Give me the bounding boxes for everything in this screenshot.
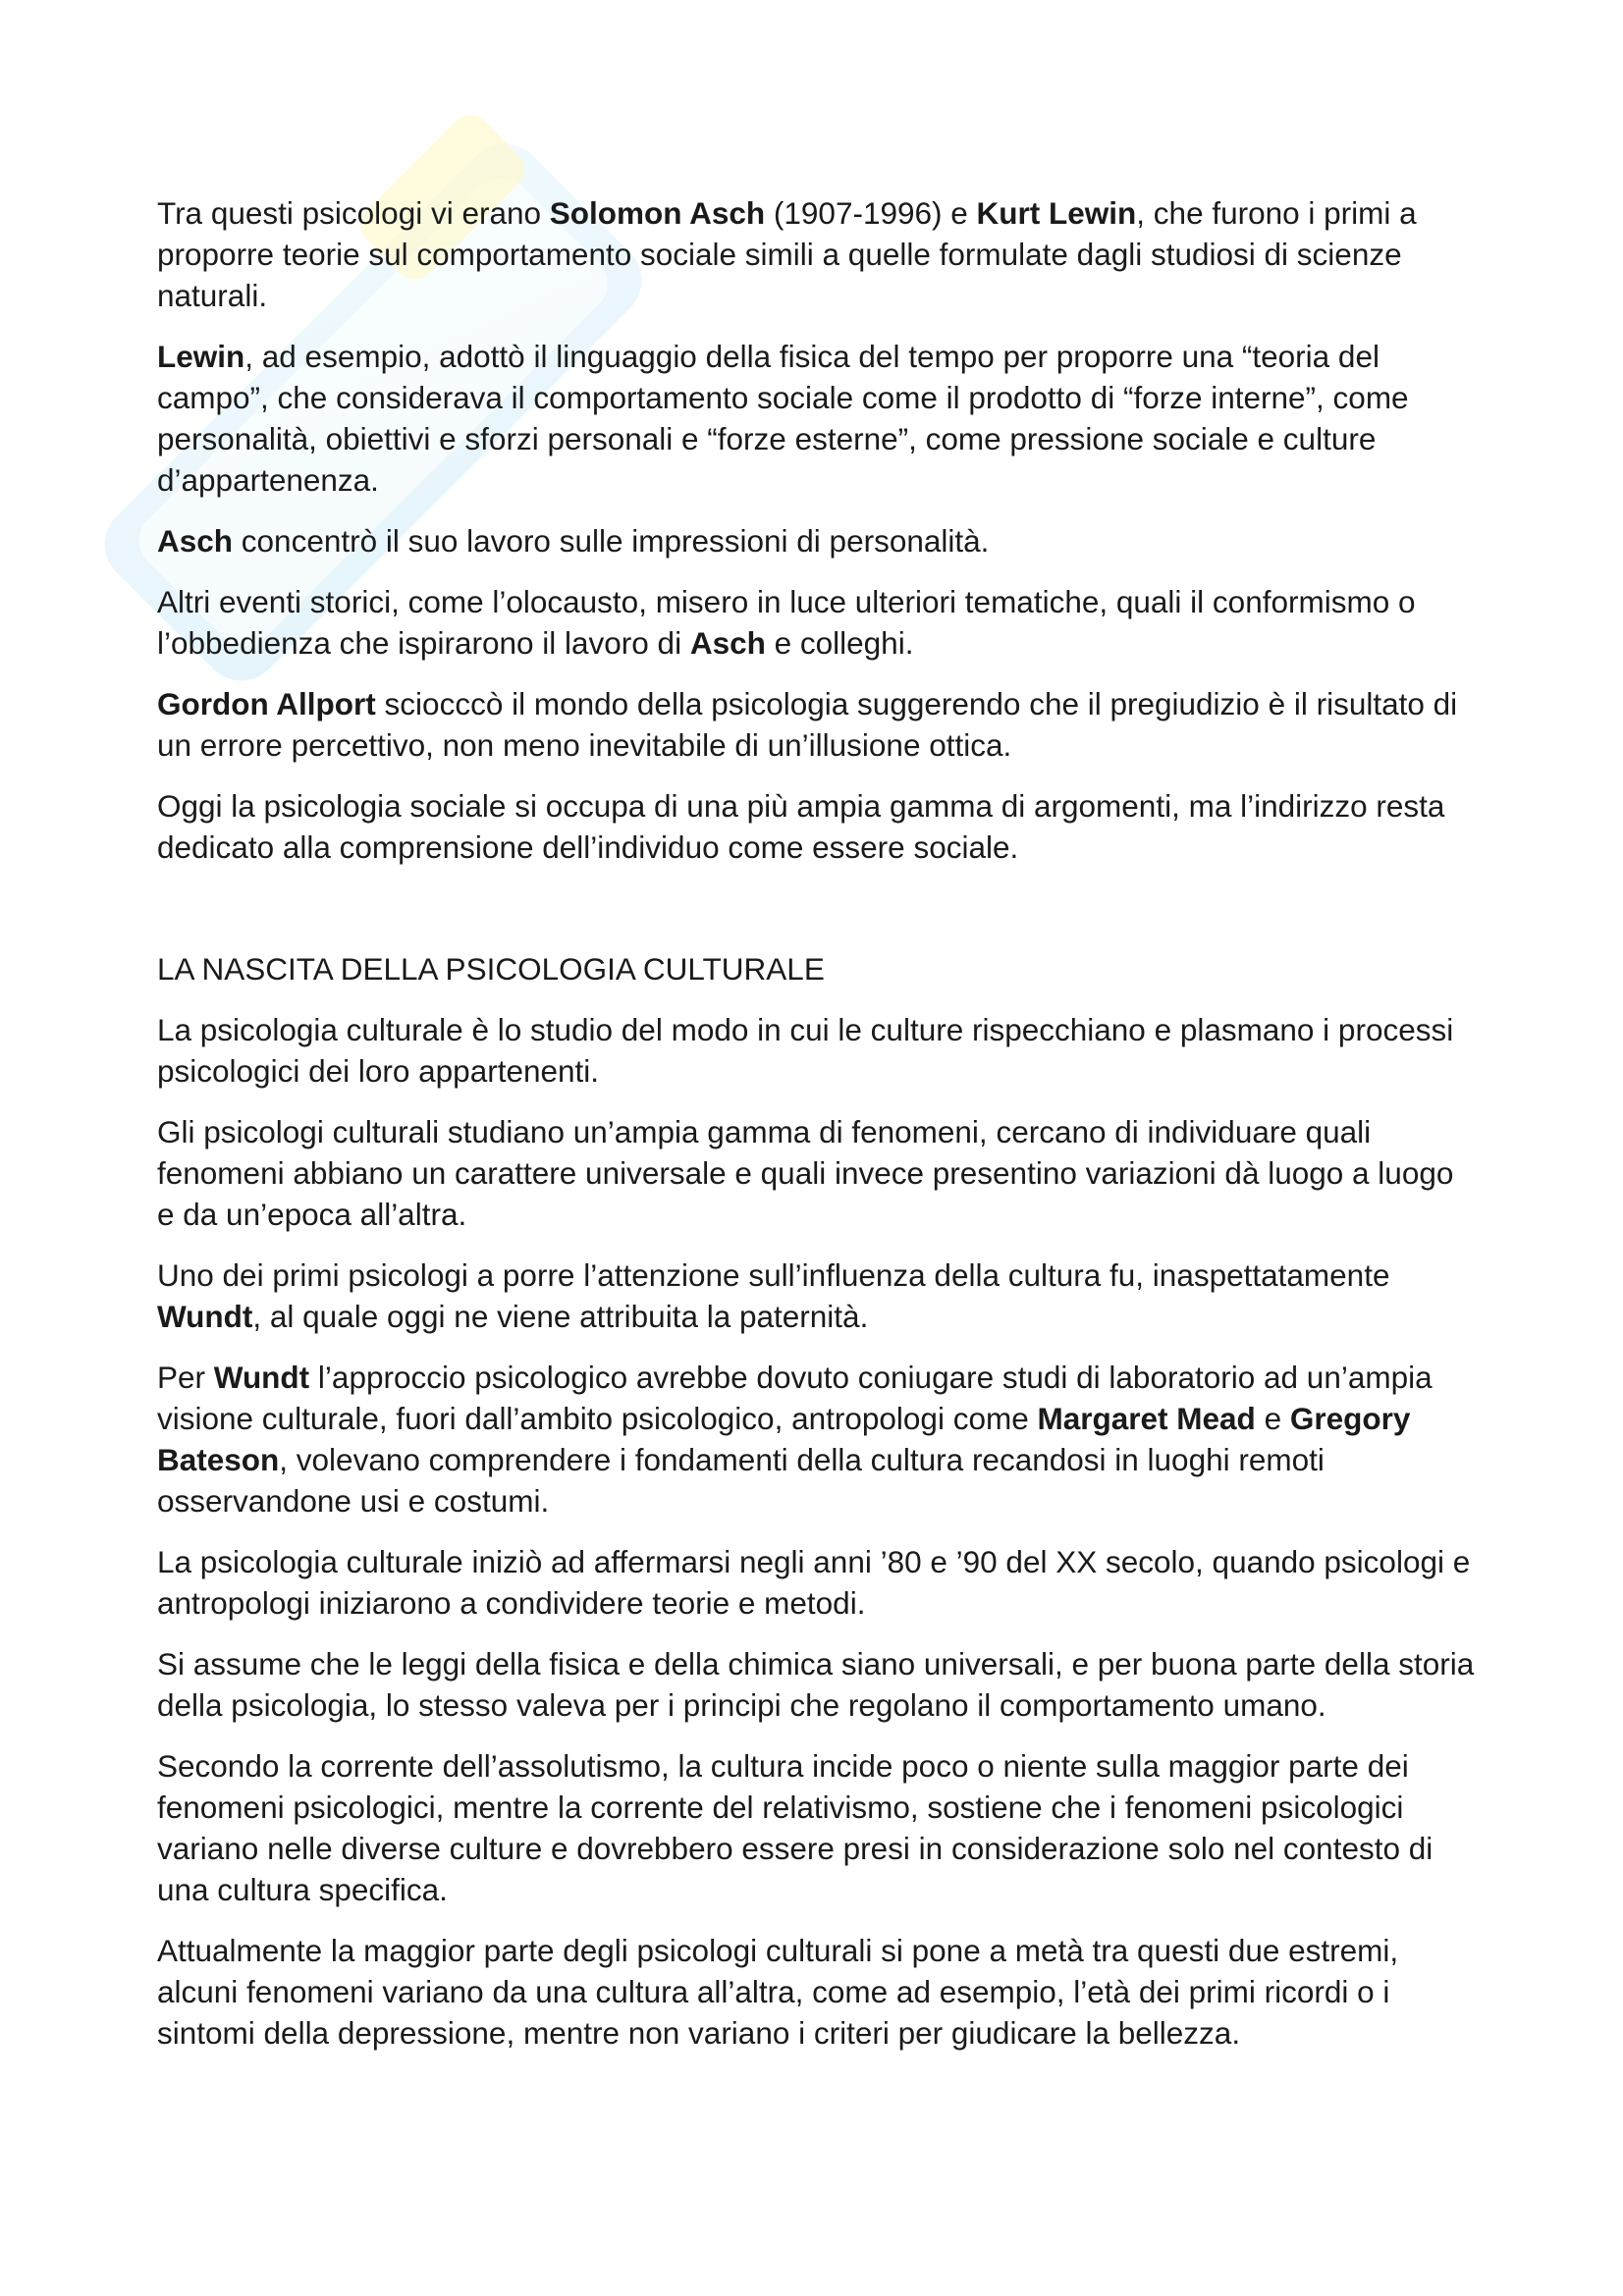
text-run: l’approccio psicologico avrebbe dovuto coniugare studi di laboratorio ad un’ampia visione culturale, fuori dall’ambito psicologico, antropologi come xyxy=(157,1360,1433,1436)
text-run: Attualmente la maggior parte degli psicologi culturali si pone a metà tra questi due estremi, alcuni fenomeni variano da una cultura all’altra, come ad esempio, l’età dei primi ricordi o i sintomi della depressione, mentre non variano i criteri per giudicare la bellezza. xyxy=(157,1933,1399,2051)
paragraph xyxy=(157,683,1478,766)
text-run: Uno dei primi psicologi a porre l’attenzione sull’influenza della cultura fu, inaspettatamente xyxy=(157,1257,1390,1293)
paragraph xyxy=(157,581,1478,664)
bold-name: Asch xyxy=(157,523,234,559)
paragraph xyxy=(157,1357,1478,1522)
bold-name: Margaret Mead xyxy=(1037,1401,1256,1436)
paragraph xyxy=(157,192,1478,316)
paragraph xyxy=(157,1111,1478,1235)
bold-name: Gordon Allport xyxy=(157,686,376,721)
text-run: concentrò il suo lavoro sulle impressioni di personalità. xyxy=(233,523,990,559)
text-run: Secondo la corrente dell’assolutismo, la cultura incide poco o niente sulla maggior parte dei fenomeni psicologici, mentre la corrente del relativismo, sostiene che i fenomeni psicologici variano nelle diverse culture e dovrebbero essere presi in considerazione solo nel contesto di una cultura specifica. xyxy=(157,1748,1434,1907)
bold-name: Asch xyxy=(689,625,766,661)
section-spacer xyxy=(157,887,1478,948)
paragraph xyxy=(157,1541,1478,1624)
text-run: Per xyxy=(157,1360,214,1395)
paragraph xyxy=(157,1643,1478,1726)
text-run: sciocccò il mondo della psicologia suggerendo che il pregiudizio è il risultato di un errore percettivo, non meno inevitabile di un’illusione ottica. xyxy=(157,686,1458,763)
bold-name: Kurt Lewin xyxy=(976,195,1137,231)
text-run: , al quale oggi ne viene attribuita la paternità. xyxy=(252,1299,869,1334)
text-run: (1907-1996) e xyxy=(765,195,977,231)
text-run: Gli psicologi culturali studiano un’ampia gamma di fenomeni, cercano di individuare quali fenomeni abbiano un carattere universale e quali invece presentino variazioni dà luogo a luogo e da un’epoca all’altra. xyxy=(157,1114,1454,1232)
bold-name: Wundt xyxy=(213,1360,310,1395)
text-run: Altri eventi storici, come l’olocausto, misero in luce ulteriori tematiche, quali il conformismo o l’obbedienza che ispirarono il lavoro di xyxy=(157,584,1416,661)
document-body xyxy=(157,192,1478,2073)
section-psicologia-culturale xyxy=(157,1009,1478,2054)
paragraph xyxy=(157,1930,1478,2054)
paragraph xyxy=(157,785,1478,868)
section-heading: LA NASCITA DELLA PSICOLOGIA CULTURALE xyxy=(157,951,825,987)
paragraph xyxy=(157,1745,1478,1910)
text-run: La psicologia culturale iniziò ad affermarsi negli anni ’80 e ’90 del XX secolo, quando psicologi e antropologi iniziarono a condividere teorie e metodi. xyxy=(157,1544,1471,1621)
text-run: , volevano comprendere i fondamenti della cultura recandosi in luoghi remoti osservandone usi e costumi. xyxy=(157,1442,1325,1519)
text-run: e xyxy=(1255,1401,1290,1436)
bold-name: Lewin xyxy=(157,339,245,374)
bold-name: Solomon Asch xyxy=(549,195,766,231)
text-run: Tra questi psicologi vi erano xyxy=(157,195,550,231)
bold-name: Gregory Bateson xyxy=(157,1401,1411,1477)
paragraph xyxy=(157,336,1478,501)
text-run: La psicologia culturale è lo studio del modo in cui le culture rispecchiano e plasmano i processi psicologici dei loro appartenenti. xyxy=(157,1012,1454,1089)
text-run: Oggi la psicologia sociale si occupa di una più ampia gamma di argomenti, ma l’indirizzo resta dedicato alla comprensione dell’individuo come essere sociale. xyxy=(157,788,1445,865)
text-run: , che furono i primi a proporre teorie sul comportamento sociale simili a quelle formulate dagli studiosi di scienze naturali. xyxy=(157,195,1417,313)
paragraph xyxy=(157,520,1478,561)
paragraph xyxy=(157,1255,1478,1337)
text-run: Si assume che le leggi della fisica e della chimica siano universali, e per buona parte della storia della psicologia, lo stesso valeva per i principi che regolano il comportamento umano. xyxy=(157,1646,1475,1723)
text-run: , ad esempio, adottò il linguaggio della fisica del tempo per proporre una “teoria del campo”, che considerava il comportamento sociale come il prodotto di “forze interne”, come personalità, obiettivi e sforzi personali e “forze esterne”, come pressione sociale e culture d’appartenenza. xyxy=(157,339,1409,498)
bold-name: Wundt xyxy=(157,1299,253,1334)
text-run: e colleghi. xyxy=(765,625,914,661)
section-psicologia-sociale xyxy=(157,192,1478,868)
paragraph xyxy=(157,1009,1478,1092)
